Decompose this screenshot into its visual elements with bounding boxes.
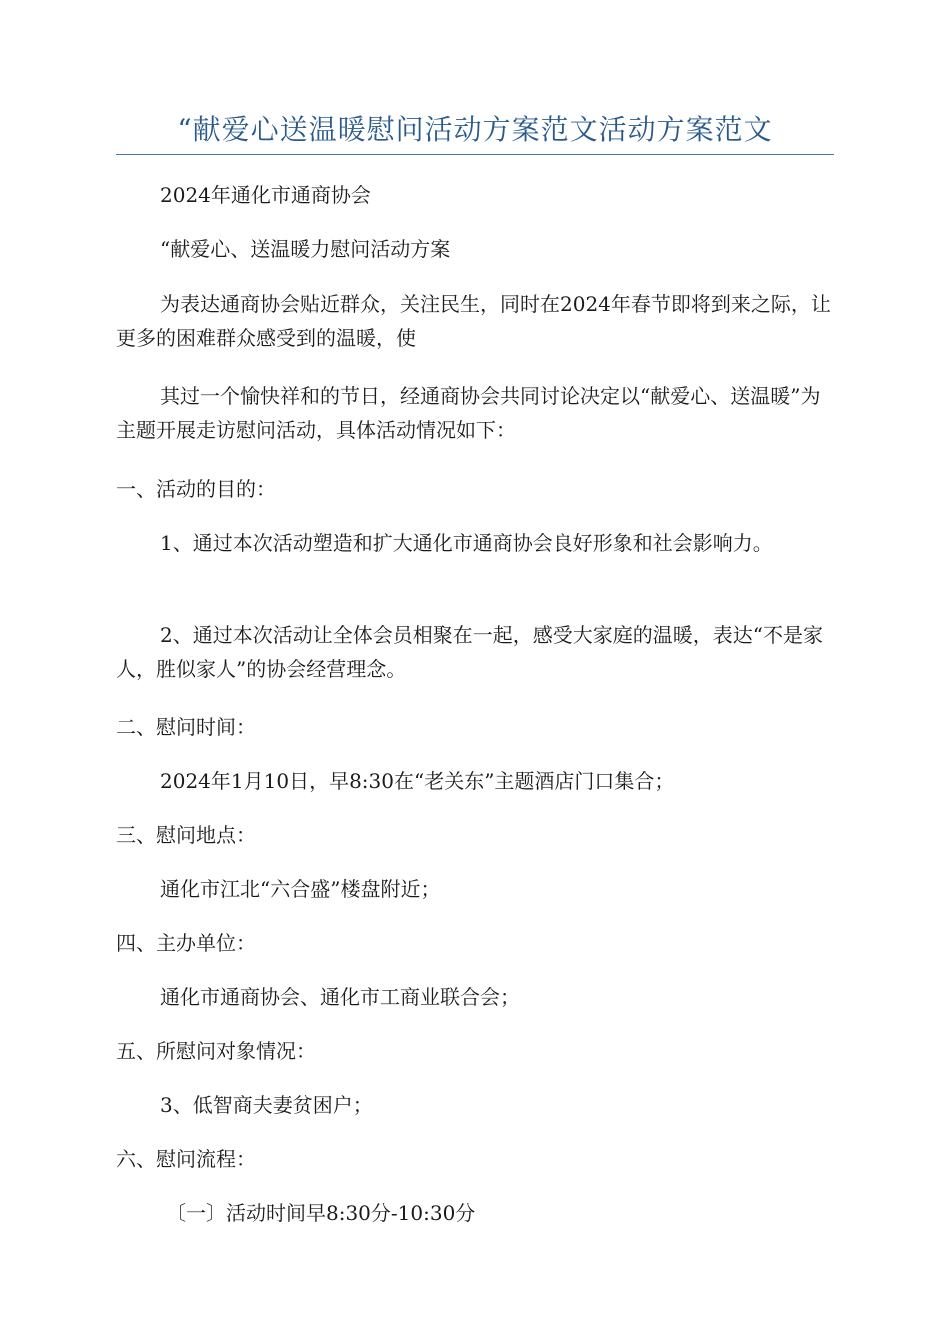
heading-purpose: 一、活动的目的：: [116, 477, 276, 501]
paragraph-purpose-1: 1、通过本次活动塑造和扩大通化市通商协会良好形象和社会影响力。: [160, 531, 773, 555]
paragraph-intro: 为表达通商协会贴近群众，关注民生，同时在2024年春节即将到来之际，让更多的困难群众感受到的温暖，使: [116, 292, 831, 350]
heading-location: 三、慰问地点：: [116, 823, 256, 847]
heading-recipients: 五、所慰问对象情况：: [116, 1039, 316, 1063]
paragraph-organizers: 通化市通商协会、通化市工商业联合会；: [160, 985, 520, 1009]
document-title: “献爱心送温暖慰问活动方案范文活动方案范文: [177, 113, 773, 146]
heading-time: 二、慰问时间：: [116, 715, 256, 739]
paragraph-purpose-2: 2、通过本次活动让全体会员相聚在一起，感受大家庭的温暖，表达“不是家人，胜似家人”的协会经营理念。: [116, 623, 823, 681]
paragraph-intro-continued: 其过一个愉快祥和的节日，经通商协会共同讨论决定以“献爱心、送温暖”为主题开展走访慰问活动，具体活动情况如下：: [116, 384, 821, 442]
heading-organizers: 四、主办单位：: [116, 931, 256, 955]
paragraph-process-1: 〔一〕活动时间早8:30分-10:30分: [166, 1201, 476, 1225]
paragraph-plan-name: “献爱心、送温暖力慰问活动方案: [160, 237, 451, 261]
title-underline: [116, 154, 834, 155]
heading-process: 六、慰问流程：: [116, 1147, 256, 1171]
paragraph-location: 通化市江北“六合盛”楼盘附近；: [160, 877, 441, 901]
paragraph-time: 2024年1月10日，早8:30在“老关东”主题酒店门口集合；: [160, 769, 675, 793]
paragraph-organization: 2024年通化市通商协会: [160, 183, 371, 207]
paragraph-recipients: 3、低智商夫妻贫困户；: [160, 1093, 373, 1117]
